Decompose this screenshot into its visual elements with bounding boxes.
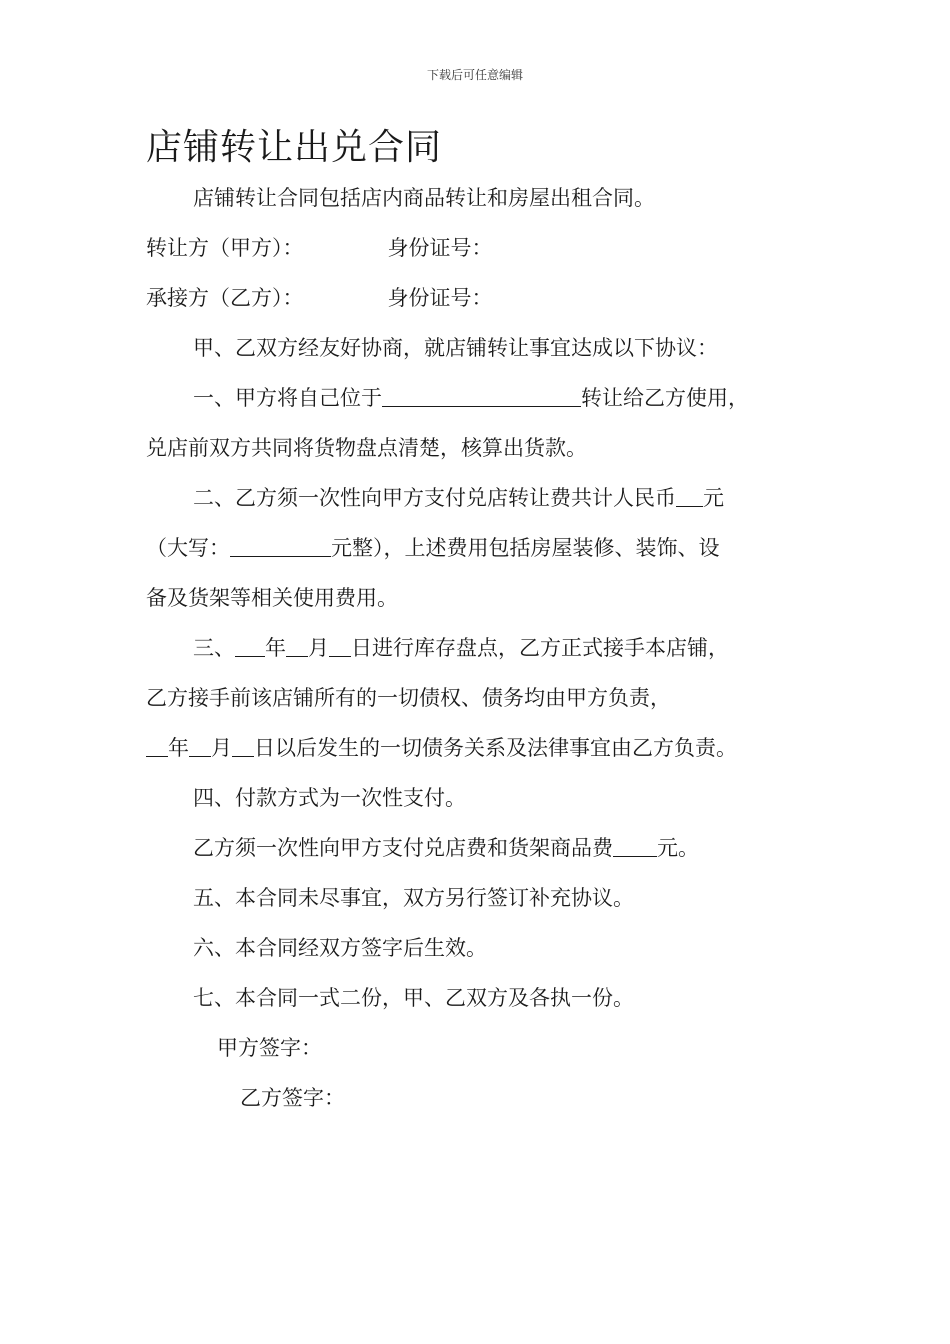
party-b-signature-label: 乙方签字： bbox=[240, 1086, 345, 1110]
month-blank-2 bbox=[189, 738, 211, 757]
clause-1-line-2 bbox=[146, 423, 810, 473]
clause-3-line-2 bbox=[146, 673, 810, 723]
clause-2-text-e: 备及货架等相关使用费用。 bbox=[146, 586, 398, 610]
clause-2-line-1 bbox=[146, 473, 810, 523]
day-blank bbox=[329, 638, 351, 657]
preamble-paragraph bbox=[146, 323, 810, 373]
clause-3-month: 月 bbox=[308, 636, 329, 660]
year-blank bbox=[235, 638, 265, 657]
fee-amount-blank bbox=[676, 488, 703, 507]
clause-3-line-1 bbox=[146, 623, 810, 673]
location-blank bbox=[382, 388, 581, 407]
document-body bbox=[146, 173, 810, 1123]
clause-2-text-a: 二、乙方须一次性向甲方支付兑店转让费共计人民币 bbox=[193, 486, 676, 510]
document-title: 店铺转让出兑合同 bbox=[146, 127, 443, 168]
day-blank-2 bbox=[232, 738, 254, 757]
clause-1-text-c: 兑店前双方共同将货物盘点清楚，核算出货款。 bbox=[146, 436, 587, 460]
clause-2-line-2 bbox=[146, 523, 810, 573]
preamble-text: 甲、乙双方经友好协商，就店铺转让事宜达成以下协议： bbox=[193, 336, 718, 360]
party-b-signature-line bbox=[146, 1073, 810, 1123]
clause-4b-text-a: 乙方须一次性向甲方支付兑店费和货架商品费 bbox=[193, 836, 613, 860]
clause-2-text-d: 元整），上述费用包括房屋装修、装饰、设 bbox=[331, 536, 720, 560]
fee-capital-blank bbox=[230, 538, 331, 557]
party-b-label: 承接方（乙方）： bbox=[146, 286, 304, 310]
clause-1-text-b: 转让给乙方使用， bbox=[581, 386, 749, 410]
clause-1-line-1 bbox=[146, 373, 810, 423]
clause-3-text-a: 三、 bbox=[193, 636, 235, 660]
clause-3-year: 年 bbox=[265, 636, 286, 660]
clause-4b-line bbox=[146, 823, 810, 873]
party-b-line bbox=[146, 273, 810, 323]
clause-6-line bbox=[146, 923, 810, 973]
goods-fee-blank bbox=[613, 838, 657, 857]
clause-5-text: 五、本合同未尽事宜，双方另行签订补充协议。 bbox=[193, 886, 634, 910]
clause-3-text-d: 日以后发生的一切债务关系及法律事宜由乙方负责。 bbox=[254, 736, 737, 760]
clause-7-text: 七、本合同一式二份，甲、乙双方及各执一份。 bbox=[193, 986, 634, 1010]
party-a-line bbox=[146, 223, 810, 273]
party-a-signature-label: 甲方签字： bbox=[217, 1036, 322, 1060]
party-a-label: 转让方（甲方）： bbox=[146, 236, 304, 260]
clause-4b-text-b: 元。 bbox=[657, 836, 699, 860]
clause-4-text: 四、付款方式为一次性支付。 bbox=[193, 786, 466, 810]
clause-3-year-2: 年 bbox=[168, 736, 189, 760]
month-blank bbox=[286, 638, 308, 657]
party-a-id-label: 身份证号： bbox=[387, 236, 493, 260]
party-a-signature-line bbox=[146, 1023, 810, 1073]
clause-2-text-c: （大写： bbox=[146, 536, 230, 560]
clause-7-line bbox=[146, 973, 810, 1023]
clause-3-text-b: 日进行库存盘点，乙方正式接手本店铺， bbox=[351, 636, 729, 660]
clause-6-text: 六、本合同经双方签字后生效。 bbox=[193, 936, 487, 960]
clause-4-line bbox=[146, 773, 810, 823]
header-note: 下载后可任意编辑 bbox=[426, 68, 523, 82]
clause-5-line bbox=[146, 873, 810, 923]
clause-2-text-b: 元 bbox=[703, 486, 724, 510]
clause-3-month-2: 月 bbox=[211, 736, 232, 760]
intro-text: 店铺转让合同包括店内商品转让和房屋出租合同。 bbox=[193, 186, 655, 210]
year-blank-2 bbox=[146, 738, 168, 757]
intro-paragraph bbox=[146, 173, 810, 223]
clause-2-line-3 bbox=[146, 573, 810, 623]
party-b-id-label: 身份证号： bbox=[387, 286, 493, 310]
clause-1-text-a: 一、甲方将自己位于 bbox=[193, 386, 382, 410]
clause-3-line-3 bbox=[146, 723, 810, 773]
clause-3-text-c: 乙方接手前该店铺所有的一切债权、债务均由甲方负责， bbox=[146, 686, 671, 710]
